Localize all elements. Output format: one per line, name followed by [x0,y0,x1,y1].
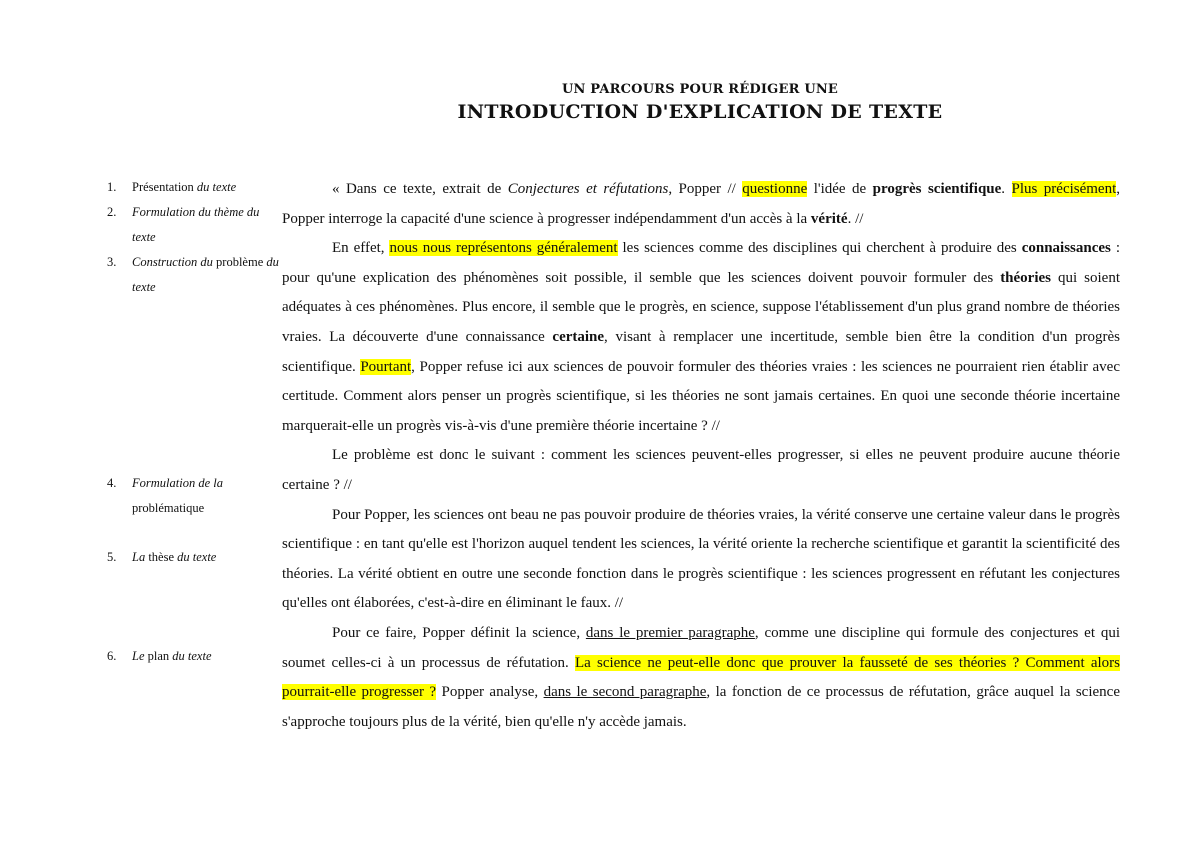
step-label-part: du texte [132,255,279,294]
text-run: les sciences comme des disciplines qui cherchent à produire des [617,240,1022,257]
step-label-part: Présentation [132,180,197,194]
step-label [132,200,282,250]
highlighted-text: Pourtant [360,358,412,375]
highlighted-text: La science ne peut-elle donc que prouver la fausseté de ses théories ? Comment alors pourrait-elle progresser ? [282,654,1120,701]
step-label-part: du texte [177,550,217,564]
text-run: Pour ce faire, Popper définit la science, [332,624,586,641]
paragraph-presentation [282,175,1120,234]
bold-term: vérité [810,210,848,227]
bold-term: certaine [552,328,605,345]
text-run: l'idée de [807,181,873,197]
text-run: En effet, [332,240,390,257]
highlighted-text: Plus précisément [1011,181,1117,197]
step-number: 3. [107,255,117,269]
step-label-part: Formulation du [132,205,214,219]
text-run: . // [847,210,864,227]
text-run: , visant à remplacer une incertitude, semble bien être la condition d'un progrès scientifique. [282,328,1120,375]
highlighted-text: nous nous représentons généralement [389,240,618,257]
highlighted-text: questionne [742,181,808,197]
step-number: 4. [107,476,117,490]
step-label-part: problématique [132,501,205,515]
text-run: , Popper // [668,181,743,197]
step-number: 2. [107,205,117,219]
step-label [132,471,282,521]
bold-term: progrès scientifique [872,181,1002,197]
step-number: 5. [107,550,117,564]
document-title: INTRODUCTION D'EXPLICATION DE TEXTE [457,101,943,123]
document-title-block [0,82,1200,123]
text-run: Popper analyse, [436,684,544,701]
step-label-part: La [132,550,149,564]
step-number: 1. [107,180,117,194]
step-label-part: thèse [148,550,178,564]
text-run: Le problème est donc le suivant : comment les sciences peuvent-elles progresser, si elles ne peuvent produire aucune théorie certaine ? // [282,447,1120,493]
text-run: , la fonction de ce processus de réfutation, grâce auquel la science s'approche toujours plus de la vérité, bien qu'elle n'y accède jamais. [282,684,1120,730]
paragraph-problem-construction [282,234,1120,441]
step-label [132,644,282,669]
text-run: . [1001,181,1012,197]
step-label-part: thème du texte [132,205,260,244]
step-label-part: du texte [196,180,237,194]
underlined-text: dans le second paragraphe [543,684,707,701]
underlined-text: dans le premier paragraphe [585,624,755,641]
paragraph-thesis [282,501,1120,619]
paragraph-problematic [282,441,1120,500]
text-run: , Popper interroge la capacité d'une science à progresser indépendamment d'un accès à la [282,181,1121,227]
step-label-part: problème [216,255,267,269]
text-run: , Popper refuse ici aux sciences de pouvoir formuler des théories vraies : les sciences ne pourraient rien établir avec certitude. Comment alors penser un progrès scientifique, si les théories ne sont jamais certaines. En quoi une seconde théorie incertaine marquerait-elle un progrès vis-à-vis d'une première théorie incertaine ? // [282,358,1120,434]
step-label-part: Formulation de la [132,476,223,490]
text-run: « Dans ce texte, extrait de [332,181,508,197]
text-run: , comme une discipline qui formule des conjectures et qui soumet celles-ci à un processus de réfutation. [282,624,1120,671]
step-label [132,250,282,300]
bold-term: théories [1000,269,1052,286]
document-supertitle: UN PARCOURS POUR RÉDIGER UNE [561,82,839,97]
bold-term: connaissances [1021,240,1111,257]
text-run: qui soient adéquates à ces phénomènes. Plus encore, il semble que le progrès, en science, suppose l'établissement d'un plus grand nombre de théories vraies. La découverte d'une connaissance [282,269,1120,345]
step-label-part: du texte [172,649,212,663]
step-label-part: Construction du [132,255,217,269]
explanation-text [282,175,1120,737]
book-title: Conjectures et réfutations [507,181,669,197]
step-label-part: Le [132,649,148,663]
step-label-part: plan [147,649,173,663]
text-run: : pour qu'une explication des phénomènes soit possible, il semble que les sciences doivent pouvoir formuler des [282,240,1120,286]
paragraph-plan [282,619,1120,737]
step-label [132,175,282,200]
text-run: Pour Popper, les sciences ont beau ne pas pouvoir produire de théories vraies, la vérité conserve une certaine valeur dans le progrès scientifique : en tant qu'elle est l'horizon auquel tendent les sciences, la vérité oriente la recherche scientifique et garantit la scientificité des théories. La vérité obtient en outre une seconde fonction dans le progrès scientifique : les sciences progressent en réfutant les conjectures qu'elles ont élaborées, c'est-à-dire en éliminant le faux. // [282,506,1120,612]
step-label [132,545,282,570]
step-number: 6. [107,649,117,663]
